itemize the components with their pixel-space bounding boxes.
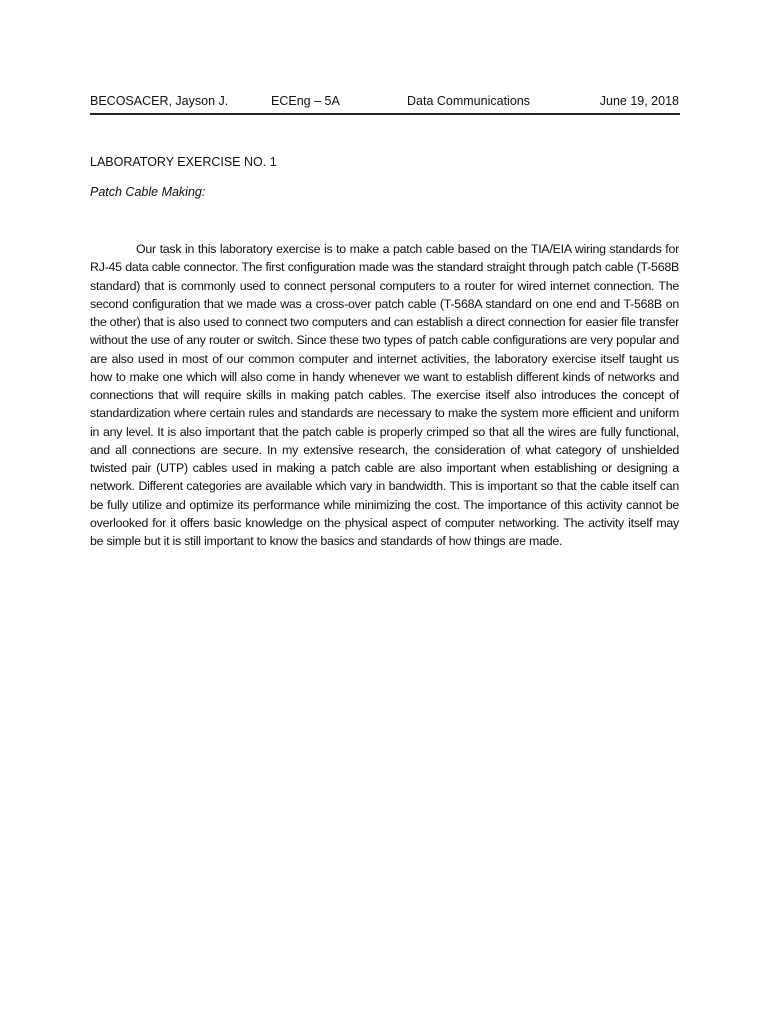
student-name: BECOSACER, Jayson J.	[90, 94, 229, 108]
document-date: June 19, 2018	[599, 94, 679, 108]
course-section: ECEng – 5A	[271, 94, 340, 108]
subject-name: Data Communications	[407, 94, 530, 108]
body-paragraph: Our task in this laboratory exercise is to make a patch cable based on the TIA/EIA wiring standards for RJ-45 data cable connector. The first configuration made was the standard straight through patch cable (T-568B standard) that is commonly used to connect personal computers to a router for wired internet connection. The second configuration that we made was a cross-over patch cable (T-568A standard on one end and T-568B on the other) that is also used to connect two computers and can establish a direct connection for easier file transfer without the use of any router or switch. Since these two types of patch cable configurations are very popular and are also used in most of our common computer and internet activities, the laboratory exercise itself taught us how to make one which will also come in handy whenever we want to establish different kinds of networks and connections that will require skills in making patch cables. The exercise itself also introduces the concept of standardization where certain rules and standards are necessary to make the system more efficient and uniform in any level. It is also important that the patch cable is properly crimped so that all the wires are fully functional, and all connections are secure. In my extensive research, the consideration of what category of unshielded twisted pair (UTP) cables used in making a patch cable are also important when establishing or designing a network. Different categories are available which vary in bandwidth. This is important so that the cable itself can be fully utilize and optimize its performance while minimizing the cost. The importance of this activity cannot be overlooked for it offers basic knowledge on the physical aspect of computer networking. The activity itself may be simple but it is still important to know the basics and standards of how things are made.	[90, 242, 679, 548]
exercise-title: LABORATORY EXERCISE NO. 1	[90, 155, 277, 169]
document-header	[90, 93, 680, 115]
exercise-subtitle: Patch Cable Making:	[90, 185, 206, 199]
